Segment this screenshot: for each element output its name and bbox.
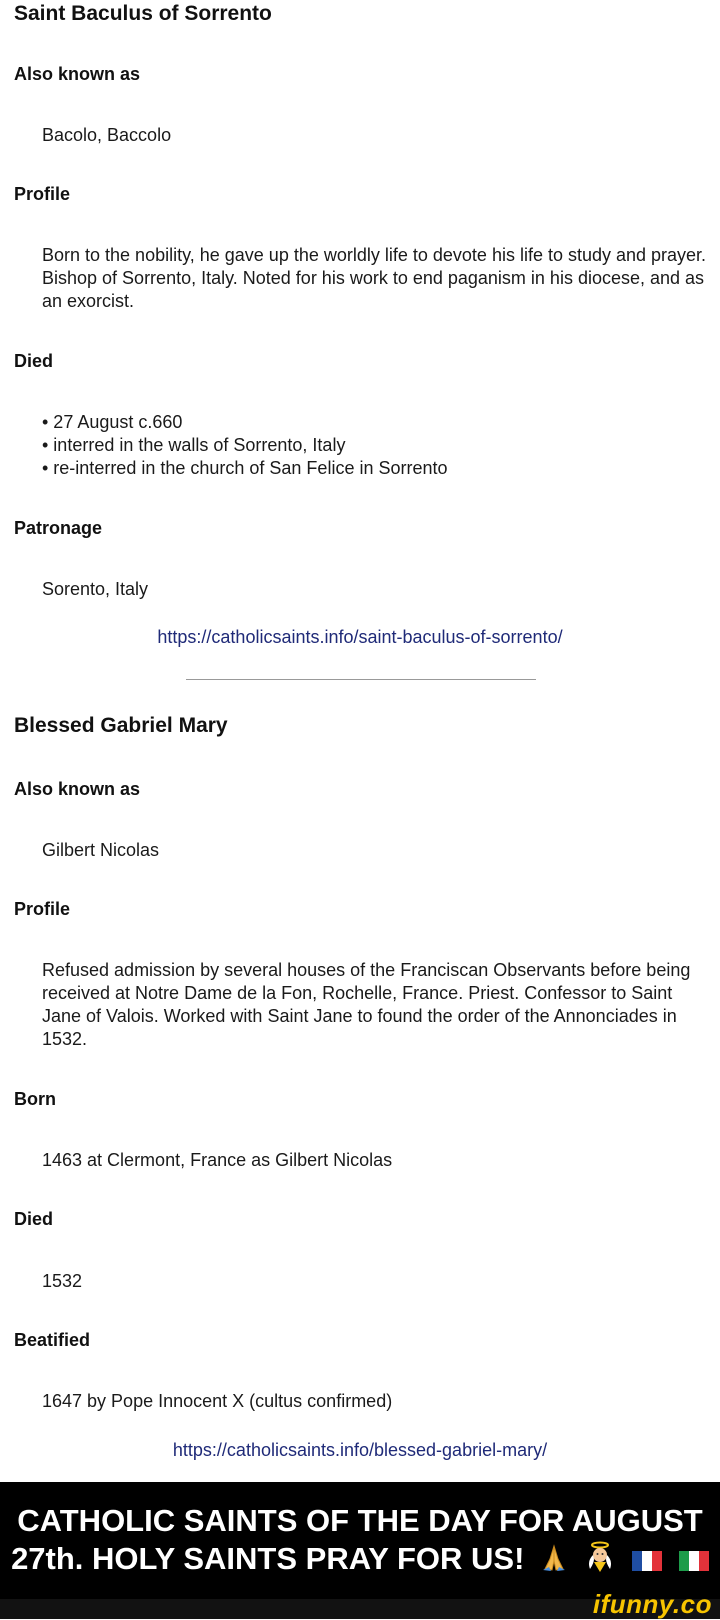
- saint2-aka-label: Also known as: [14, 779, 141, 799]
- saint1-died-item: • interred in the walls of Sorrento, Italy: [42, 435, 346, 455]
- caption-line-2: 27th. HOLY SAINTS PRAY FOR US!: [11, 1541, 525, 1576]
- ifunny-watermark: ifunny.co: [592, 1589, 712, 1619]
- france-flag-icon: [632, 1542, 662, 1562]
- italy-flag-icon: [679, 1542, 709, 1562]
- saint2-title: Blessed Gabriel Mary: [14, 714, 228, 737]
- saint2-died-value: 1532: [42, 1271, 83, 1291]
- saint1-died-item: • re-interred in the church of San Felice in Sorrento: [42, 458, 448, 478]
- saint2-born-label: Born: [14, 1089, 56, 1109]
- saint2-beatified-label: Beatified: [14, 1330, 91, 1350]
- saint1-profile-label: Profile: [14, 184, 71, 204]
- saint2-beatified-value: 1647 by Pope Innocent X (cultus confirmed): [42, 1391, 393, 1411]
- section-divider: [186, 679, 536, 680]
- saint1-aka-value: Bacolo, Baccolo: [42, 125, 172, 145]
- saint2-born-value: 1463 at Clermont, France as Gilbert Nicolas: [42, 1150, 393, 1170]
- saint2-profile-text: Refused admission by several houses of the Franciscan Observants before being received at Notre Dame de la Fon, Rochelle, France. Priest. Confessor to Saint Jane of Valois. Worked with Saint Jane to found the order of the Annonciades in 1532.: [42, 960, 691, 1049]
- saint2-profile-label: Profile: [14, 899, 71, 919]
- saint1-profile-text: Born to the nobility, he gave up the worldly life to devote his life to study and prayer. Bishop of Sorrento, Italy. Noted for his work to end paganism in his diocese, and as an exorcist.: [42, 245, 707, 311]
- saint1-patronage-label: Patronage: [14, 518, 103, 538]
- saint2-aka-value: Gilbert Nicolas: [42, 840, 160, 860]
- saint1-died-label: Died: [14, 351, 54, 371]
- folded-hands-icon: [539, 1543, 569, 1582]
- saint1-aka-label: Also known as: [14, 64, 141, 84]
- saint2-source-link[interactable]: https://catholicsaints.info/blessed-gabriel-mary/: [172, 1440, 548, 1460]
- saint2-died-label: Died: [14, 1209, 54, 1229]
- saint1-died-item: • 27 August c.660: [42, 412, 183, 432]
- caption-text: [0, 1502, 720, 1582]
- saint1-title: Saint Baculus of Sorrento: [14, 2, 272, 25]
- saint1-source-link[interactable]: https://catholicsaints.info/saint-baculus-of-sorrento/: [157, 627, 563, 647]
- saint1-patronage-value: Sorento, Italy: [42, 579, 149, 599]
- caption-line-1: CATHOLIC SAINTS OF THE DAY FOR AUGUST: [17, 1503, 703, 1538]
- baby-angel-icon: [584, 1541, 616, 1582]
